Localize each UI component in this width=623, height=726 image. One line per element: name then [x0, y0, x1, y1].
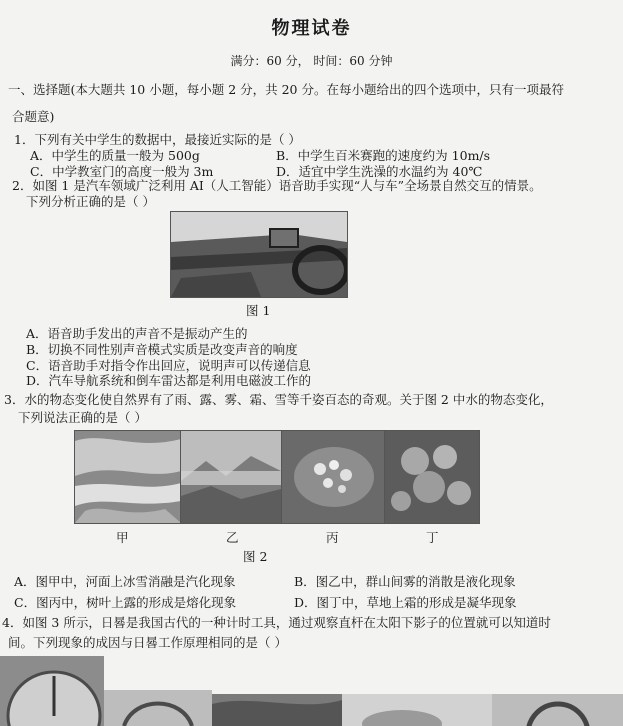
section-heading-line2: 合题意) — [12, 109, 55, 124]
section-heading-line1: 一、选择题(本大题共 10 小题，每小题 2 分，共 20 分。在每小题给出的四个选项中，只有一项最符 — [8, 82, 564, 97]
figure-3-sundial-photo — [0, 656, 104, 726]
q2-stem-line2: 下列分析正确的是（ ） — [26, 194, 155, 209]
figure-3-photo-5 — [492, 694, 623, 726]
q1-option-b: B．中学生百米赛跑的速度约为 10m/s — [276, 148, 491, 163]
figure-2-jia-ice-river-photo — [74, 430, 182, 524]
q1-option-d: D．适宜中学生洗澡的水温约为 40℃ — [276, 164, 483, 179]
figure-2-label-bing: 丙 — [326, 530, 339, 545]
figure-3-photo-3 — [212, 694, 342, 726]
q3-option-c: C．图丙中，树叶上露的形成是熔化现象 — [14, 595, 237, 610]
figure-2-ding-frost-grass-photo — [384, 430, 480, 524]
figure-1-caption: 图 1 — [246, 303, 271, 318]
q4-stem-line1: 4．如图 3 所示，日晷是我国古代的一种计时工具，通过观察直杆在太阳下影子的位置就可以知道时 — [2, 615, 551, 630]
q1-stem: 1．下列有关中学生的数据中，最接近实际的是（ ） — [14, 132, 301, 147]
figure-2-bing-dew-leaf-photo — [281, 430, 385, 524]
score-time-line: 满分：60 分， 时间：60 分钟 — [230, 54, 393, 68]
figure-3-bridge-photo — [104, 690, 212, 726]
figure-2-yi-fog-mountains-photo — [180, 430, 282, 524]
q3-option-b: B．图乙中，群山间雾的消散是液化现象 — [294, 574, 516, 589]
q3-stem-line1: 3．水的物态变化使自然界有了雨、露、雾、霜、雪等千姿百态的奇观。关于图 2 中水的物态变化， — [4, 392, 553, 407]
q2-option-c: C．语音助手对指令作出回应，说明声可以传递信息 — [26, 358, 311, 373]
page-title: 物理试卷 — [271, 18, 352, 39]
figure-2-caption: 图 2 — [243, 549, 268, 564]
q3-option-a: A．图甲中，河面上冰雪消融是汽化现象 — [14, 574, 236, 589]
figure-1-car-interior-photo — [170, 211, 348, 298]
figure-2-label-jia: 甲 — [116, 530, 129, 545]
q3-stem-line2: 下列说法正确的是（ ） — [18, 410, 147, 425]
q2-option-b: B．切换不同性别声音模式实质是改变声音的响度 — [26, 342, 298, 357]
figure-3-photo-4 — [342, 694, 492, 726]
q1-option-a: A．中学生的质量一般为 500g — [30, 148, 200, 163]
q2-option-d: D．汽车导航系统和倒车雷达都是利用电磁波工作的 — [26, 373, 312, 388]
figure-2-label-yi: 乙 — [226, 530, 239, 545]
q3-option-d: D．图丁中，草地上霜的形成是凝华现象 — [294, 595, 517, 610]
q2-option-a: A．语音助手发出的声音不是振动产生的 — [26, 326, 248, 341]
q1-option-c: C．中学教室门的高度一般为 3m — [30, 164, 214, 179]
figure-2-label-ding: 丁 — [426, 530, 439, 545]
q4-stem-line2: 间。下列现象的成因与日晷工作原理相同的是（ ） — [8, 635, 287, 650]
q2-stem-line1: 2．如图 1 是汽车领域广泛利用 AI（人工智能）语音助手实现“人与车”全场景自然交互的情景。 — [12, 178, 542, 193]
